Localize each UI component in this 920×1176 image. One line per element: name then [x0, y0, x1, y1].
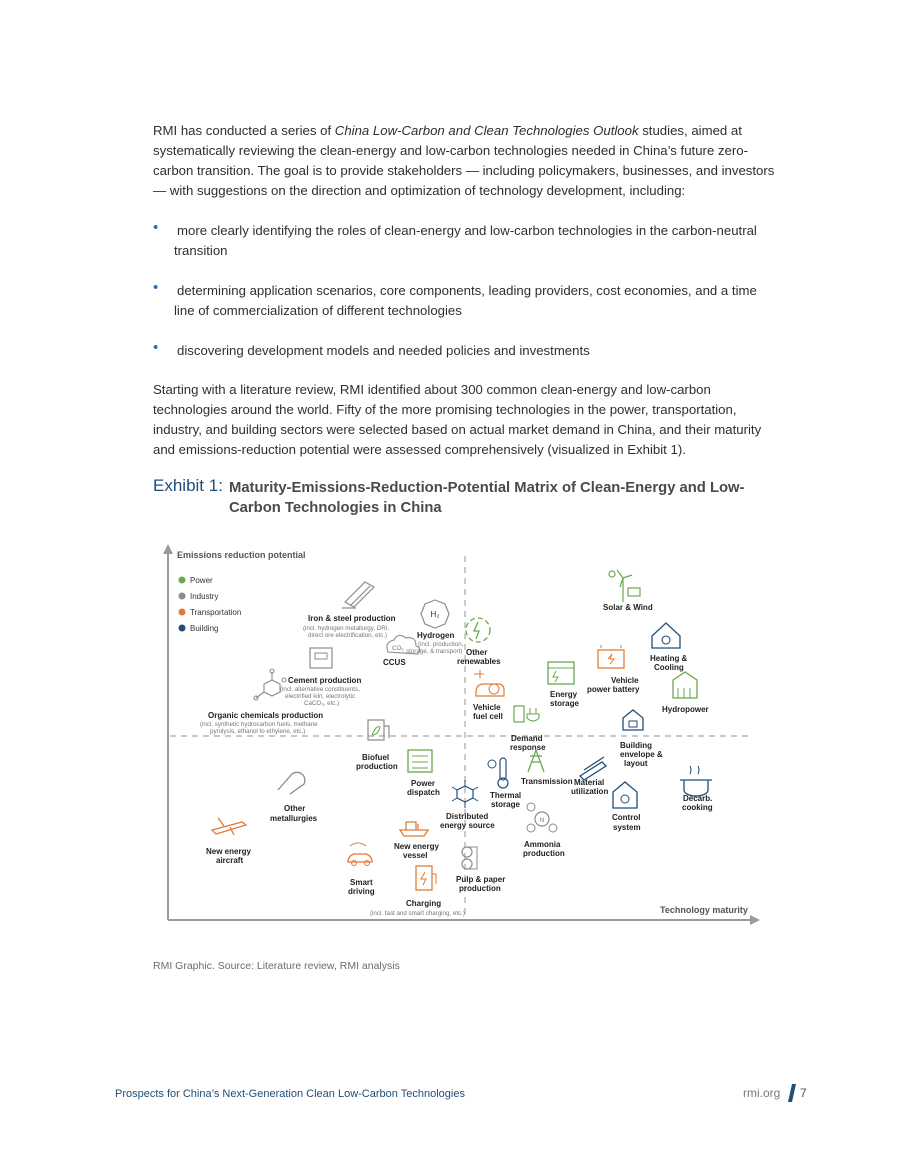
heating-label-1: Heating &	[650, 654, 688, 663]
legend-industry-swatch	[179, 593, 186, 600]
bullet-dot-icon: •	[153, 219, 159, 236]
organic-chemicals-label: Organic chemicals production	[208, 711, 324, 720]
solar-wind-label: Solar & Wind	[603, 603, 653, 612]
pylon-icon	[528, 750, 544, 772]
biofuel-label-1: Biofuel	[362, 753, 390, 762]
item-solar-wind	[603, 570, 653, 612]
heating-label-2: Cooling	[654, 663, 684, 672]
legend-industry: Industry	[190, 592, 219, 601]
other-metallurgies-label-2: metallurgies	[270, 814, 318, 823]
item-decarb-cooking	[680, 766, 713, 812]
plug-phone-icon	[514, 706, 524, 722]
y-axis-label: Emissions reduction potential	[177, 550, 306, 560]
vehicle-fuel-cell-label-2: fuel cell	[473, 712, 503, 721]
svg-text:N: N	[539, 817, 545, 824]
cement-label: Cement production	[288, 676, 362, 685]
hydropower-label: Hydropower	[662, 705, 709, 714]
intro-text-start: RMI has conducted a series of	[153, 123, 335, 138]
cement-sub2: electrified kiln, electrolytic	[285, 693, 356, 700]
bullet-dot-icon: •	[153, 339, 159, 356]
outlook-title: China Low-Carbon and Clean Technologies Outlook	[334, 123, 639, 138]
building-envelope-label-1: Building	[620, 741, 652, 750]
transmission-label: Transmission	[521, 777, 573, 786]
item-smart-driving	[348, 843, 375, 896]
bullet-item	[153, 341, 778, 361]
item-new-energy-vessel	[394, 822, 439, 860]
smart-driving-label-2: driving	[348, 887, 375, 896]
material-label-1: Material	[574, 778, 605, 787]
iron-steel-label: Iron & steel production	[308, 614, 396, 623]
pulp-paper-label-1: Pulp & paper	[456, 875, 506, 884]
iron-steel-sub2: direct ore electrification, etc.)	[308, 632, 388, 639]
legend-transportation: Transportation	[190, 608, 242, 617]
item-hydrogen	[406, 600, 464, 655]
hydrogen-sub2: storage, & transport)	[406, 648, 463, 655]
cement-sub3: CaCO₃, etc.)	[304, 700, 340, 707]
x-axis-arrow-icon	[750, 915, 760, 925]
decarb-cooking-label-2: cooking	[682, 803, 713, 812]
footer-slash-icon	[788, 1084, 796, 1102]
vehicle-fuel-cell-label-1: Vehicle	[473, 703, 501, 712]
item-charging	[370, 866, 465, 917]
building-envelope-label-3: layout	[624, 759, 648, 768]
co2-symbol: CO₂	[392, 645, 404, 652]
organic-sub2: pyrolysis, ethanol to ethylene, etc.)	[210, 728, 306, 735]
cement-bag-icon	[310, 648, 332, 668]
thermometer-icon	[500, 758, 506, 780]
footer-page-number: 7	[800, 1086, 807, 1100]
bullet-item	[153, 281, 778, 321]
bullet-text: discovering development models and needed policies and investments	[177, 343, 590, 358]
building-envelope-label-2: envelope &	[620, 750, 663, 759]
exhibit-label: Exhibit 1:	[153, 476, 223, 495]
x-axis-label: Technology maturity	[660, 905, 748, 915]
item-ammonia	[523, 803, 565, 858]
aircraft-label-1: New energy	[206, 847, 251, 856]
ammonia-label-1: Ammonia	[524, 840, 561, 849]
methodology-paragraph	[153, 380, 778, 460]
energy-storage-label-1: Energy	[550, 690, 578, 699]
intro-paragraph	[153, 121, 778, 201]
charging-label: Charging	[406, 899, 442, 908]
item-iron-steel	[303, 582, 396, 639]
other-renewables-label-2: renewables	[457, 657, 501, 666]
hydrogen-sub1: (incl. production,	[418, 641, 464, 648]
item-new-energy-aircraft	[206, 818, 251, 865]
vehicle-battery-label-1: Vehicle	[611, 676, 639, 685]
organic-sub1: (incl. synthetic hydrocarbon fuels, methane	[200, 721, 318, 728]
other-renewables-label-1: Other	[466, 648, 488, 657]
vessel-label-1: New energy	[394, 842, 439, 851]
item-other-renewables	[457, 618, 501, 666]
vessel-icon	[400, 822, 428, 836]
battery-rack-icon	[548, 662, 574, 684]
distributed-label-1: Distributed	[446, 812, 489, 821]
footer-report-title: Prospects for China’s Next-Generation Clean Low-Carbon Technologies	[115, 1088, 465, 1100]
decarb-cooking-label-1: Decarb.	[683, 794, 713, 803]
item-other-metallurgies	[270, 772, 318, 823]
vehicle-battery-label-2: power battery	[587, 685, 640, 694]
legend-power: Power	[190, 576, 213, 585]
bullet-dot-icon: •	[153, 279, 159, 296]
energy-storage-label-2: storage	[550, 699, 579, 708]
y-axis-arrow-icon	[163, 544, 173, 554]
item-demand-response	[510, 706, 546, 752]
bullet-text: determining application scenarios, core components, leading providers, cost economies, and a time line of commercialization of different technologies	[174, 283, 757, 318]
distributed-label-2: energy source	[440, 821, 495, 830]
item-heating-cooling	[650, 623, 688, 672]
paper-rolls-icon	[462, 847, 472, 857]
bullet-text: more clearly identifying the roles of clean-energy and low-carbon technologies in the carbon-neutral transition	[174, 223, 757, 258]
legend	[179, 576, 242, 633]
item-thermal-storage	[488, 758, 521, 809]
power-dispatch-label-2: dispatch	[407, 788, 440, 797]
exhibit-title: Maturity-Emissions-Reduction-Potential Matrix of Clean-Energy and Low-Carbon Technologies in China	[229, 480, 745, 516]
thermal-storage-label-1: Thermal	[490, 791, 522, 800]
item-power-dispatch	[407, 750, 440, 797]
aircraft-label-2: aircraft	[216, 856, 244, 865]
material-panels-icon	[580, 757, 606, 780]
item-cement	[280, 648, 361, 707]
molecule-icon	[254, 669, 286, 700]
charging-station-icon	[416, 866, 432, 890]
hydrogen-label: Hydrogen	[417, 631, 455, 640]
item-energy-storage	[548, 662, 579, 708]
control-system-label-2: system	[613, 823, 641, 832]
iron-steel-sub1: (incl. hydrogen metallurgy, DRI,	[303, 625, 390, 632]
maturity-matrix-figure	[160, 540, 760, 930]
item-distributed-energy	[440, 780, 495, 830]
legend-building: Building	[190, 624, 219, 633]
vessel-label-2: vessel	[403, 851, 428, 860]
item-hydropower	[662, 672, 709, 714]
legend-transportation-swatch	[179, 609, 186, 616]
power-dispatch-label-1: Power	[411, 779, 436, 788]
bullet-item	[153, 221, 778, 261]
item-vehicle-power-battery	[587, 645, 640, 694]
figure-source: RMI Graphic. Source: Literature review, RMI analysis	[153, 960, 400, 972]
item-building-envelope	[620, 710, 663, 768]
thermal-storage-label-2: storage	[491, 800, 520, 809]
control-system-label-1: Control	[612, 813, 641, 822]
ammonia-label-2: production	[523, 849, 565, 858]
wind-turbine-icon	[609, 570, 640, 602]
dispatch-panel-icon	[408, 750, 432, 772]
footer-site: rmi.org	[743, 1086, 781, 1100]
h2-symbol: H₂	[430, 610, 440, 619]
item-control-system	[612, 782, 641, 832]
item-transmission	[521, 750, 573, 786]
pulp-paper-label-2: production	[459, 884, 501, 893]
biofuel-label-2: production	[356, 762, 398, 771]
methodology-text: Starting with a literature review, RMI identified about 300 common clean-energy and low-carbon technologies around the world. Fifty of the more promising technologies in the power, transportation, industry, and building sectors were selected based on actual market demand in China, and their maturity and emissions-reduction potential were assessed comprehensively (visualized in Exhibit 1).	[153, 382, 762, 457]
item-vehicle-fuel-cell	[473, 670, 504, 721]
legend-power-swatch	[179, 577, 186, 584]
other-metallurgies-label-1: Other	[284, 804, 306, 813]
iron-beam-icon	[342, 582, 374, 608]
renewables-icon	[466, 618, 490, 642]
demand-response-label-1: Demand	[511, 734, 543, 743]
cement-sub1: (incl. alternative constituents,	[280, 686, 360, 693]
dam-icon	[673, 672, 697, 698]
ladle-icon	[278, 772, 305, 794]
legend-building-swatch	[179, 625, 186, 632]
demand-response-label-2: response	[510, 743, 546, 752]
intro-text-end: studies, aimed at systematically reviewing the clean-energy and low-carbon technologies needed in China’s future zero-carbon transition. The goal is to provide stakeholders — including policymakers, businesses, and investors — with suggestions on the direction and optimization of technology development, including:	[153, 123, 775, 198]
ccus-label: CCUS	[383, 658, 406, 667]
charging-sub: (incl. fast and smart charging, etc.)	[370, 910, 465, 917]
smart-driving-label-1: Smart	[350, 878, 373, 887]
item-pulp-paper	[456, 847, 505, 893]
item-material-utilization	[571, 757, 608, 796]
material-label-2: utilization	[571, 787, 609, 796]
item-biofuel	[356, 720, 398, 771]
aircraft-icon	[212, 818, 246, 835]
